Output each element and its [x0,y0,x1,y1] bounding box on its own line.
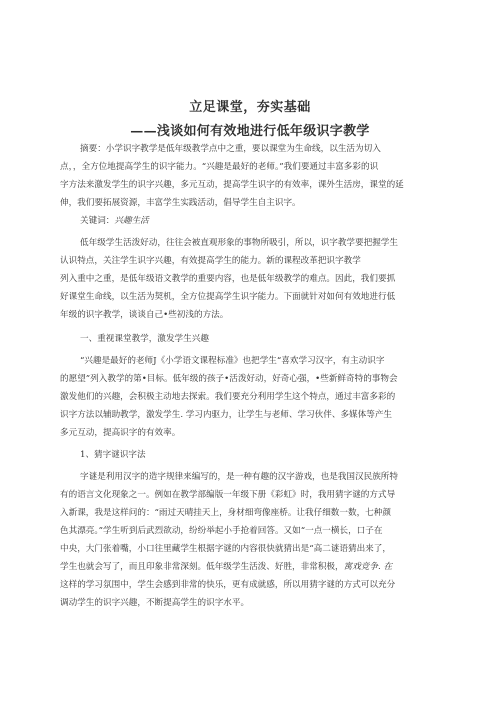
body-line [60,558,455,576]
subsection-heading: 1、猜字谜识字法 [80,450,146,460]
body-line: 认识特点，关注学生识字兴趣，有效提高学生的能力。新的课程改革把识字教学 [60,256,361,266]
body-text: 学生也就会写了，而且印象非常深刻。低年级学生活泼、好胜，非常积极， [60,562,344,572]
body-line: 激发他们的兴趣，会积极主动地去探索。我们要充分利用学生这个特点，通过丰富多彩的 [60,392,396,402]
abstract-line: 点，，全方位地提高学生的识字能力。“兴趣是最好的老师。”我们要通过丰富多彩的识 [60,162,379,172]
keywords-label: 关键词： [80,216,115,226]
document-subtitle: ——浅谈如何有效地进行低年级识字教学 [130,124,370,139]
abstract-line: 伸，我们要拓展资源，丰富学生实践活动，倡导学生自主识字。 [60,198,301,208]
body-line: 字谜是利用汉字的造字规律来编写的，是一种有趣的汉字游戏，也是我国汉民族所特 [80,472,398,482]
abstract-line: 摘要：小学识字教学是低年级教学点中之重，要以课堂为生命线，以生活为切入 [80,144,381,154]
keywords-line [80,212,455,230]
body-line: 识字方法以辅助教学，激发学生. 学习内驱力，让学生与老师、学习伙伴、多媒体等产生 [60,410,393,420]
body-line: 年级的识字教学，谈谈自己•些初浅的方法。 [60,310,229,320]
keywords-value: 兴趣生活 [114,216,149,226]
body-line: 中央，大门张着嘴，小口往里藏学生根据字谜的内容很快就猜出是“高二谜语猜出来了， [60,544,391,554]
body-line: 多元互动，提高识字的有效率。 [60,428,181,438]
italic-phrase: 寓戏竞争. 在 [343,562,393,572]
body-line: 列入重中之重，是低年级语文教学的重要内容，也是低年级教学的难点。因此，我们要抓 [60,274,396,284]
body-line: 好课堂生命线，以生活为契机，全方位提高学生识字能力。下面就针对如何有效地进行低 [60,292,396,302]
body-line: 入新课，我是这样问的：“雨过天晴挂天上，身材细弯像座桥。让我仔细数一数，七种颜 [60,508,391,518]
section-heading: 一、重视课堂教学，激发学生兴趣 [80,334,209,344]
body-line: “兴趣是最好的老师J《小学语文课程标准》也把学生“喜欢学习汉字，有主动识字 [80,356,385,366]
body-line: 这样的学习氛围中，学生会感到非常的快乐，更有成就感，所以用猜字谜的方式可以充分 [60,580,396,590]
body-line: 有的语言文化现象之一。例如在教学部编版一年级下册《彩虹》时，我用猜字谜的方式导 [60,490,396,500]
body-line: 调动学生的识字兴趣，不断提高学生的识字水平。 [60,598,250,608]
body-line: 的愿望”列入教学的第•目标。低年级的孩子•活泼好动，好奇心强，•些新鲜奇特的事物会 [60,374,398,384]
body-line: 低年级学生活泼好动，往往会被直观形象的事物所吸引，所以，识字教学要把握学生 [80,238,398,248]
abstract-line: 字方法来激发学生的识字兴趣，多元互动，提高学生识字的有效率，课外生活房，课堂的延 [60,180,404,190]
body-line: 色其漂亮。”学生听到后武烈欲动，纷纷举起小手抢着回答。又如“一点一横长，口子在 [60,526,383,536]
document-title: 立足课堂，夯实基础 [189,100,311,115]
